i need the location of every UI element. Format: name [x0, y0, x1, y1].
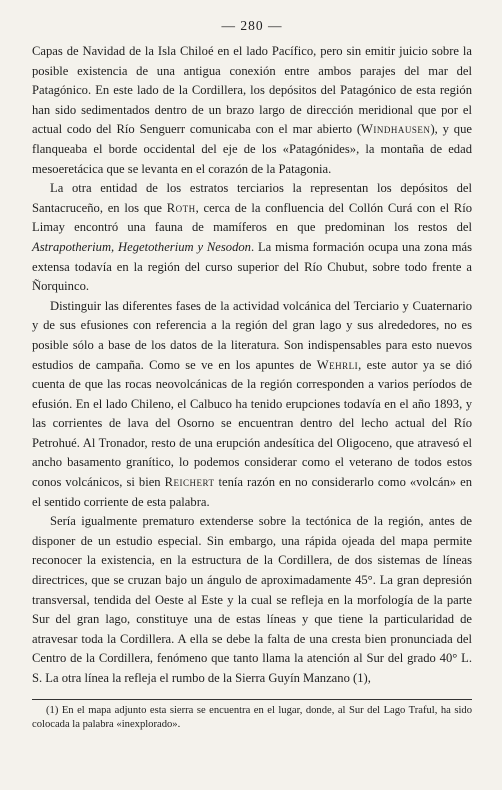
paragraph-text: Distinguir las diferentes fases de la actividad volcánica del Terciario y Cuaternario y de sus efusiones con referencia a la región del gran lago y sus alrededores, no es posible sólo a base de los datos de la literatura. Son indispensables para esto nuevos estudios de campaña. Como se ve en los apuntes de: [32, 298, 472, 372]
paragraph-text: , este autor ya se dió cuenta de que las rocas neovolcánicas de la región corresponden a varios períodos de efusión. En el lado Chileno, el Calbuco ha tenido erupciones todavía en el año 1893, y las corrientes de lava del Osorno se encuentran dentro del lecho actual del Río Petrohué. Al Tronador, resto de una erupción andesítica del Oligoceno, que atravesó el ancho basamento granítico, lo podemos considerar como el veterano de todos estos conos volcánicos, si bien: [32, 357, 472, 490]
paragraph-2: [32, 179, 472, 297]
footnote-divider: [32, 699, 472, 700]
paragraph-text: . La misma formación ocupa una zona más extensa todavía en la región del curso superior del Río Chubut, sobre todo frente a Ñorquinco.: [32, 239, 472, 294]
paragraph-text: Capas de Navidad de la Isla Chiloé en el lado Pacífico, pero sin emitir juicio sobre la posible existencia de una antigua conexión entre ambos parajes del mar del Patagónico. En este lado de la Cordillera, los depósitos del Patagónico de esta región han sido sedimentados dentro de un brazo largo de dirección meridional que por el actual codo del Río Senguerr comunicaba con el mar abierto (: [32, 44, 472, 137]
footnote: (1) En el mapa adjunto esta sierra se encuentra en el lugar, donde, al Sur del Lago Traful, ha sido colocada la palabra «inexplorado».: [32, 704, 472, 730]
paragraph-text: , cerca de la confluencia del Collón Curá con el Río Limay encontró una fauna de mamíferos en que predominan los restos del: [32, 200, 473, 235]
paragraph-text: tenía razón en no considerarlo como «volcán» en el sentido corriente de esta palabra.: [32, 475, 472, 509]
author-name: Wehrli: [316, 357, 359, 372]
author-name: Roth: [166, 200, 196, 215]
author-name: Windhausen: [361, 122, 431, 137]
paragraph-text: ), y que flanqueaba el borde occidental del eje de los «Patagónides», la montaña de edad mesoeretácica que se levanta en el corazón de la Patagonia.: [32, 122, 472, 176]
paragraph-4: [32, 512, 472, 688]
taxon-names: Astrapotherium, Hegetotherium y Nesodon: [32, 239, 251, 254]
paragraph-text: Sería igualmente prematuro extenderse sobre la tectónica de la región, antes de disponer de un estudio especial. Sin embargo, una rápida ojeada del mapa permite reconocer la existencia, en la estructura de la Cordillera, de dos sistemas de líneas directrices, que se cruzan bajo un ángulo de aproximadamente 45°. La gran depresión transversal, tendida del Oeste al Este y la cual se refleja en la morfología de la parte Sur del gran lago, constituye una de estas líneas y que tiene la particularidad de atravesar toda la Cordillera. A ella se debe la falta de una cresta bien pronunciada del Centro de la Cordillera, fenómeno que tanto llama la atención al Sur del grado 40° L. S. La otra línea la refleja el rumbo de la Sierra Guyín Manzano (1),: [32, 514, 472, 685]
paragraph-text: La otra entidad de los estratos terciarios la representan los depósitos del Santacruceño, en los que: [32, 181, 472, 215]
paragraph-1: [32, 42, 472, 179]
author-name: Reichert: [164, 475, 215, 490]
page-number: — 280 —: [221, 18, 283, 33]
paragraph-3: [32, 297, 472, 513]
